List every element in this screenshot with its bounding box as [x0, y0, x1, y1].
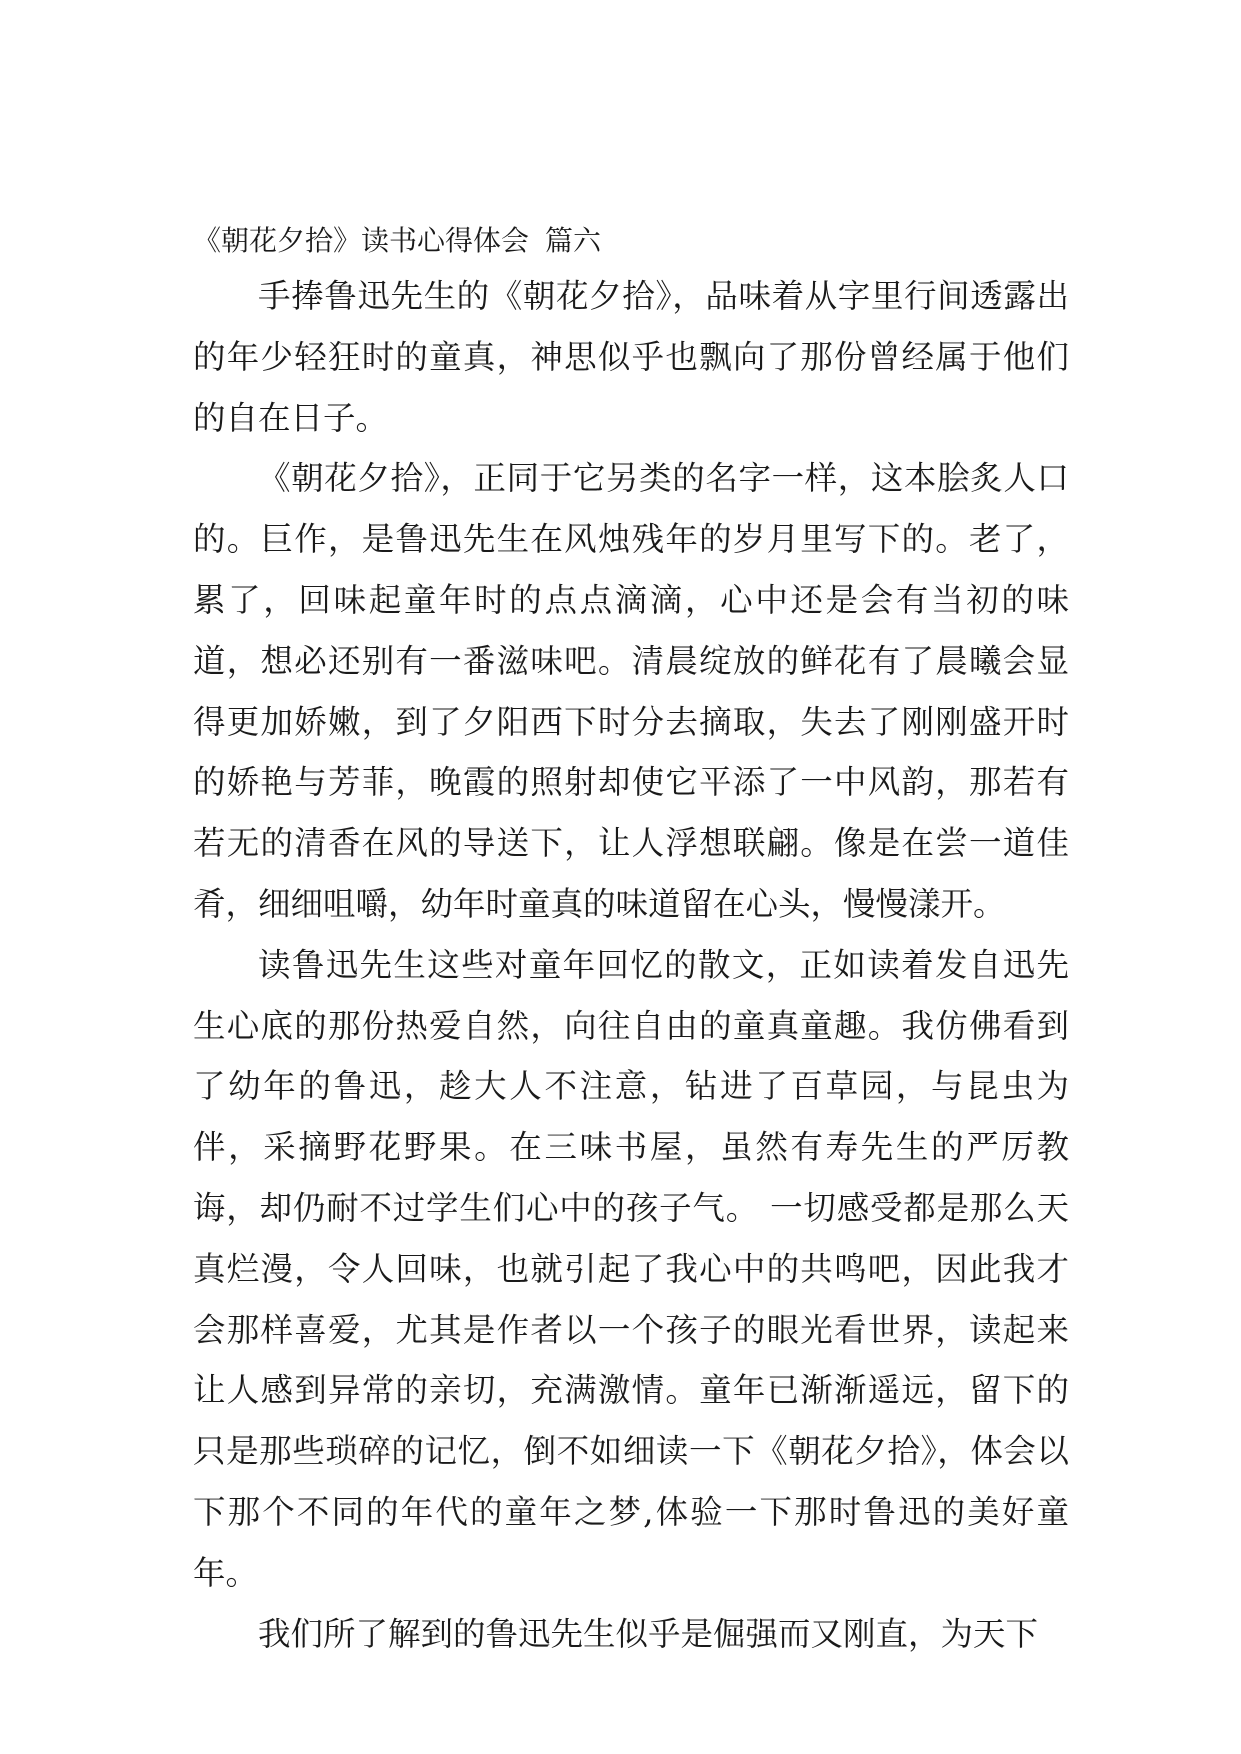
- document-body: [193, 216, 1069, 1664]
- paragraph-4: 我们所了解到的鲁迅先生似乎是倔强而又刚直，为天下: [258, 1614, 1039, 1653]
- title-section-label: 篇六: [545, 224, 602, 257]
- paragraph-2: 《朝花夕拾》，正同于它另类的名字一样，这本脍炙人口的。巨作，是鲁迅先生在风烛残年的岁月里写下的。老了，累了，回味起童年时的点点滴滴，心中还是会有当初的味道，想必还别有一番滋味吧。清晨绽放的鲜花有了晨曦会显得更加娇嫩，到了夕阳西下时分去摘取，失去了刚刚盛开时的娇艳与芳菲，晚霞的照射却使它平添了一中风韵，那若有若无的清香在风的导送下，让人浮想联翩。像是在尝一道佳肴，细细咀嚼，幼年时童真的味道留在心头，慢慢漾开。: [193, 459, 1069, 923]
- paragraph-1: 手捧鲁迅先生的《朝花夕拾》，品味着从字里行间透露出的年少轻狂时的童真，神思似乎也飘向了那份曾经属于他们的自在日子。: [193, 277, 1069, 437]
- title-text: 《朝花夕拾》读书心得体会: [193, 224, 530, 257]
- document-title: [193, 216, 1069, 266]
- paragraph-3: 读鲁迅先生这些对童年回忆的散文，正如读着发自迅先生心底的那份热爱自然，向往自由的童真童趣。我仿佛看到了幼年的鲁迅，趁大人不注意，钻进了百草园，与昆虫为伴，采摘野花野果。在三味书屋，虽然有寿先生的严厉教诲，却仍耐不过学生们心中的孩子气。 一切感受都是那么天真烂漫，令人回味，也就引起了我心中的共鸣吧，因此我才会那样喜爱，尤其是作者以一个孩子的眼光看世界，读起来让人感到异常的亲切，充满激情。童年已渐渐遥远，留下的只是那些琐碎的记忆，倒不如细读一下《朝花夕拾》，体会以下那个不同的年代的童年之梦,体验一下那时鲁迅的美好童年。: [193, 945, 1069, 1592]
